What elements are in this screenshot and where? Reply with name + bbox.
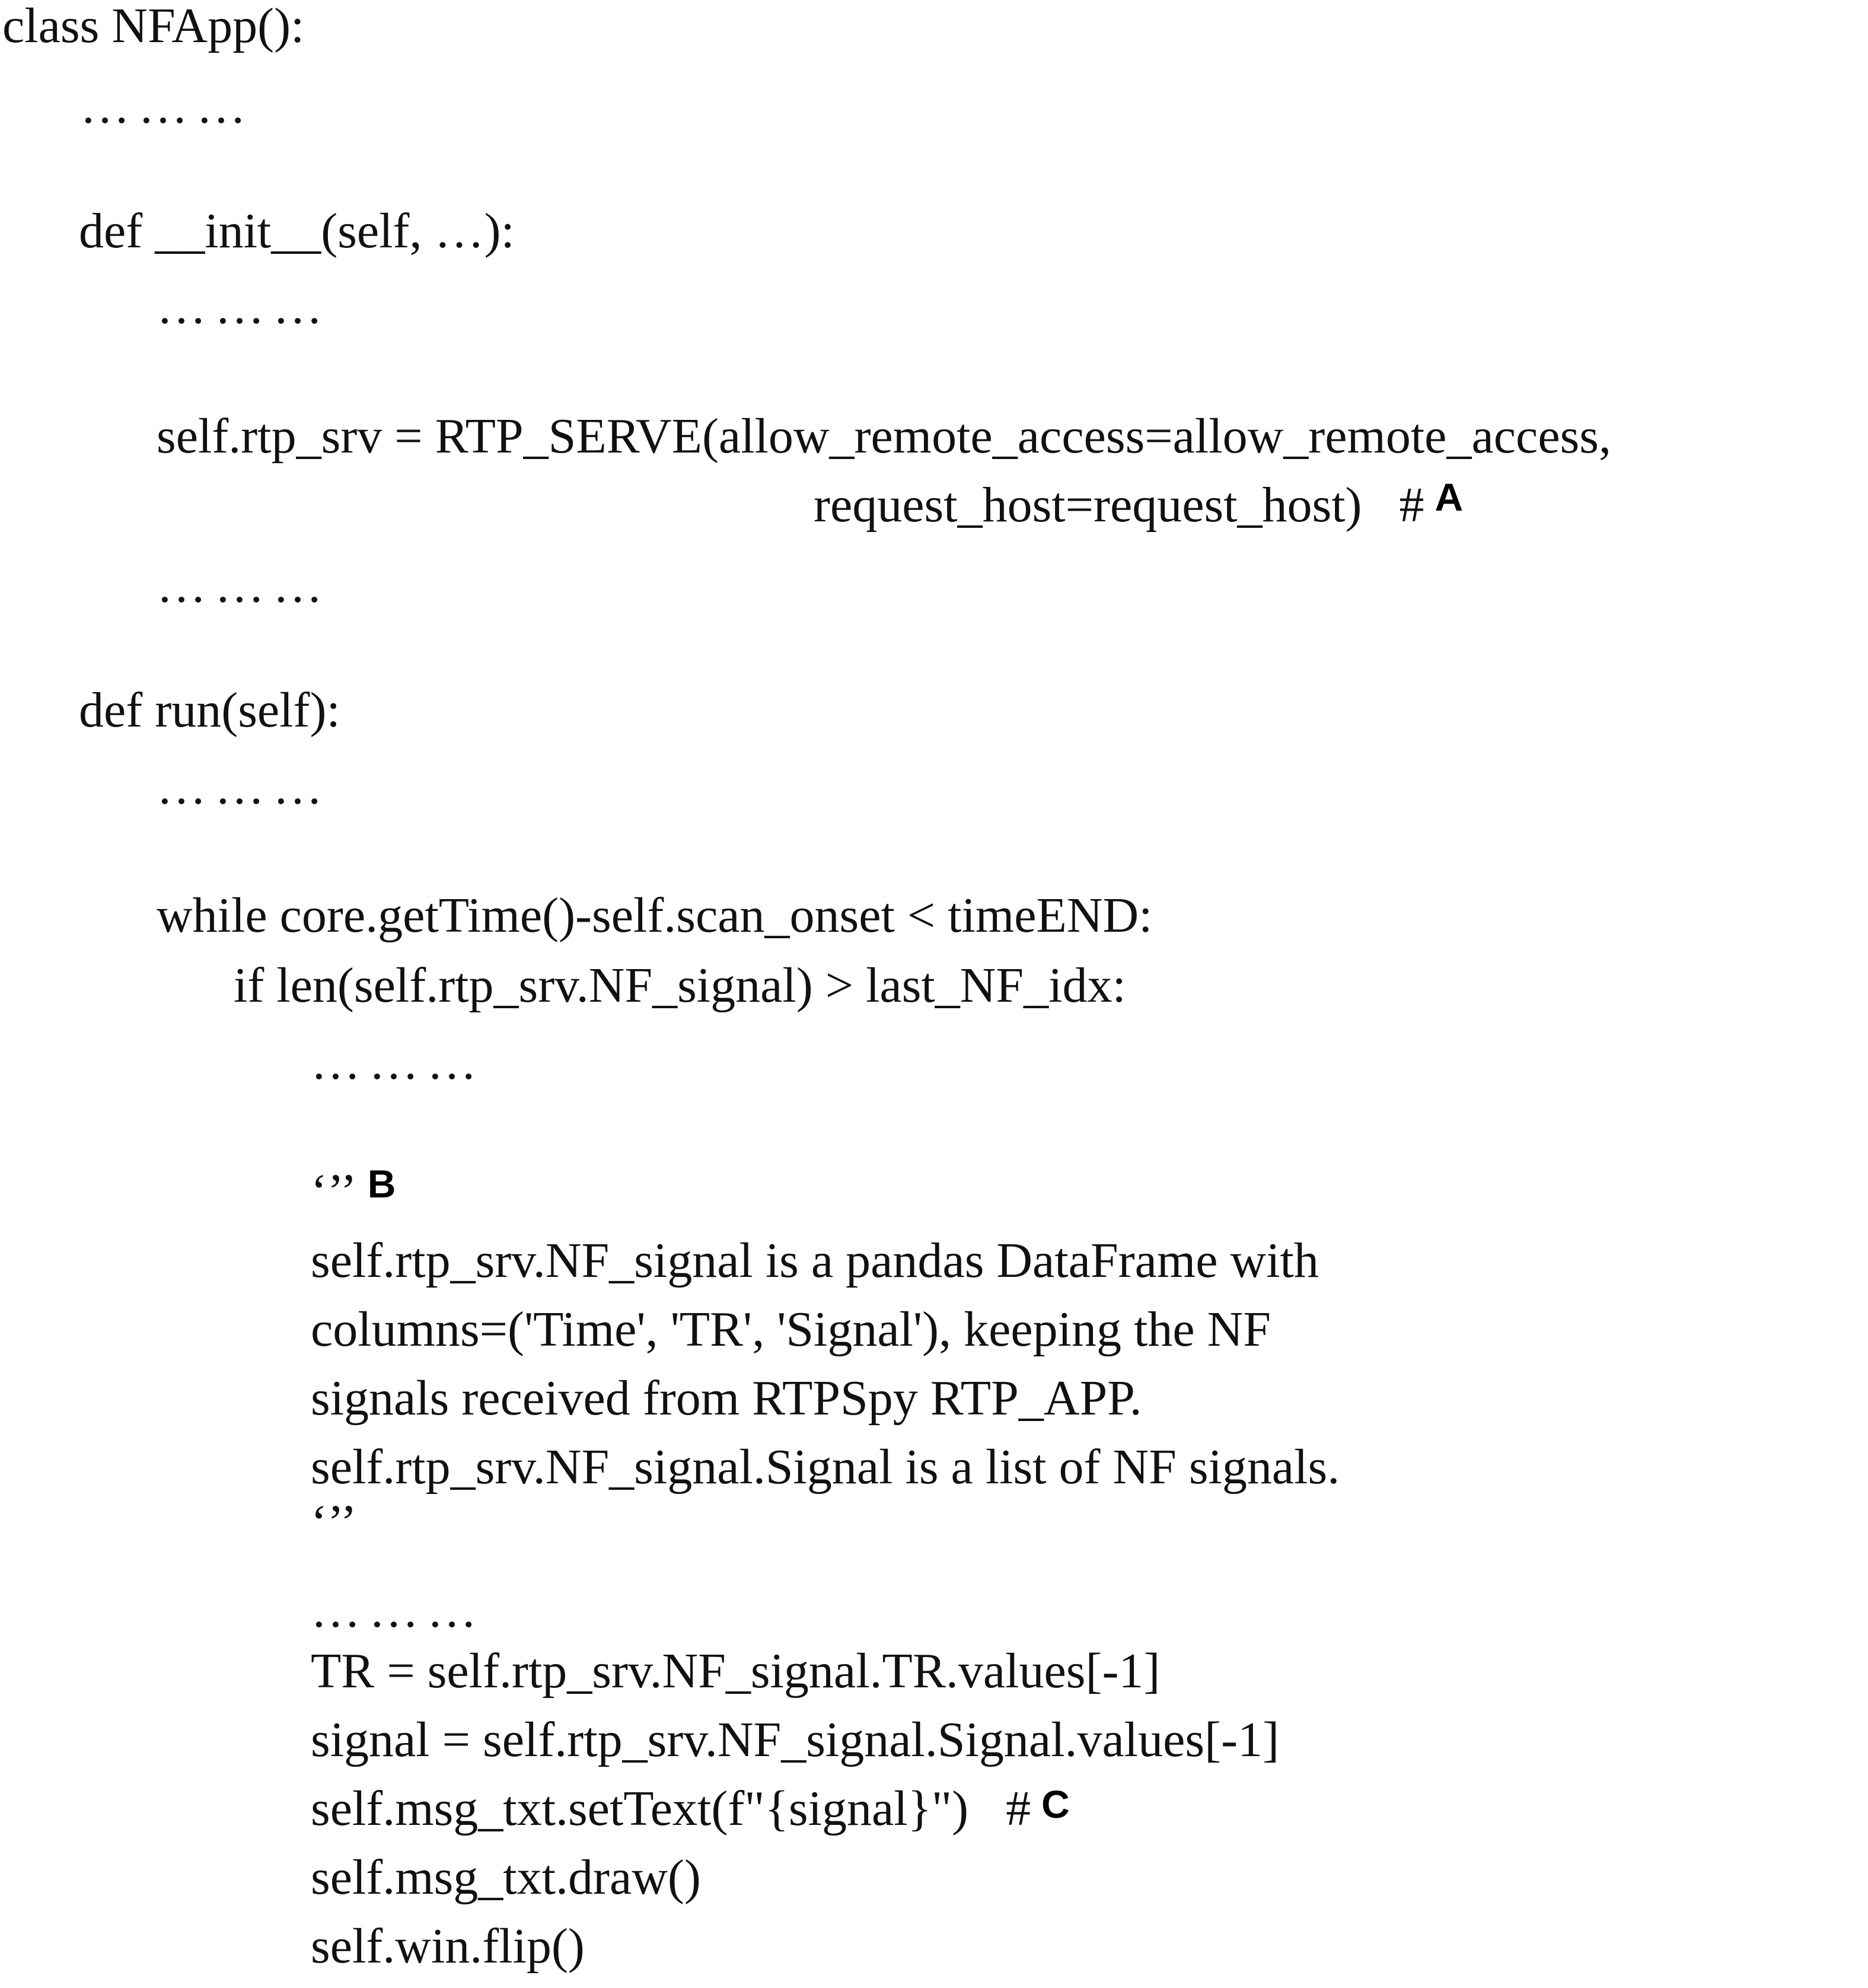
code-line-rtp-srv-1: self.rtp_srv = RTP_SERVE(allow_remote_access=allow_remote_access, [157,409,1611,464]
annotation-label-b: B [367,1162,396,1206]
code-ellipsis-5: ……… [311,1035,485,1090]
docstring-line-1: self.rtp_srv.NF_signal is a pandas DataFrame with [311,1233,1319,1288]
code-ellipsis-2: ……… [157,279,331,334]
docstring-line-4: self.rtp_srv.NF_signal.Signal is a list of NF signals. [311,1439,1340,1495]
annotation-label-c: C [1041,1782,1070,1826]
code-line-def-init: def __init__(self, …): [79,203,515,259]
code-ellipsis-1: ……… [80,79,254,134]
docstring-line-2: columns=('Time', 'TR', 'Signal'), keeping the NF [311,1302,1271,1357]
code-line-flip: self.win.flip() [311,1919,585,1974]
code-line-rtp-srv-2: request_host=request_host) # $^A$ [814,475,1464,533]
docstring-open: ‘’’ $^B$ [311,1162,396,1219]
code-line-signal: signal = self.rtp_srv.NF_signal.Signal.values[-1] [311,1712,1280,1767]
code-ellipsis-4: ……… [157,760,331,815]
code-line-while: while core.getTime()-self.scan_onset < timeEND: [157,888,1153,943]
code-ellipsis-3: ……… [157,558,331,613]
code-line-def-run: def run(self): [79,683,340,738]
code-line-if: if len(self.rtp_srv.NF_signal) > last_NF_idx: [234,958,1126,1013]
annotation-label-a: A [1435,475,1464,519]
code-ellipsis-6: ……… [311,1583,485,1638]
docstring-close: ‘’’ [311,1495,357,1550]
code-line-tr: TR = self.rtp_srv.NF_signal.TR.values[-1] [311,1643,1161,1699]
code-line-class: class NFApp(): [2,0,305,53]
code-line-settext: self.msg_txt.setText(f"{signal}") # C [311,1781,1070,1836]
code-line-draw: self.msg_txt.draw() [311,1850,701,1905]
docstring-line-3: signals received from RTPSpy RTP_APP. [311,1371,1142,1426]
